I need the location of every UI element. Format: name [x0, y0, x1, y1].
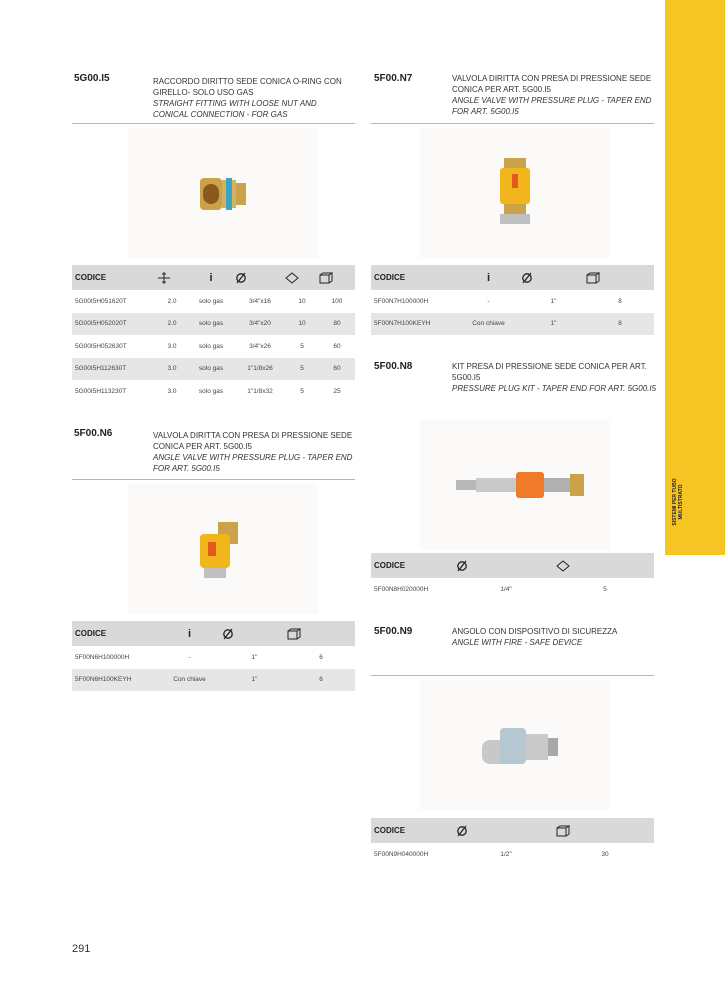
- product-description-5g00i5: RACCORDO DIRITTO SEDE CONICA O-RING CON GIRELLO- SOLO USO GAS STRAIGHT FITTING WITH LOOSE NUT AND CONICAL CONNECTION - FOR GAS: [153, 77, 342, 119]
- diameter-icon: [456, 818, 556, 843]
- product-code-5f00n8: 5F00.N8: [374, 361, 413, 372]
- table-row: 5G00I5H051620T 2.0 solo gas 3/4"x16 10 100: [75, 297, 343, 305]
- diameter-icon: [456, 553, 556, 578]
- product-code-5f00n6: 5F00.N6: [74, 428, 113, 439]
- product-description-5f00n8: KIT PRESA DI PRESSIONE SEDE CONICA PER ART. 5G00.I5 PRESSURE PLUG KIT - TAPER END FOR ART. 5G00.I5: [452, 362, 657, 393]
- product-code-5f00n7: 5F00.N7: [374, 73, 413, 84]
- pack-quantity-icon: [556, 553, 654, 578]
- thickness-icon: [157, 265, 187, 290]
- box-quantity-icon: [586, 265, 654, 290]
- table-5f00n6: [72, 621, 355, 691]
- table-5f00n7: [371, 265, 654, 335]
- table-row: 5G00I5H052630T 3.0 solo gas 3/4"x26 5 60: [75, 342, 341, 350]
- product-photo-5f00n8: [420, 420, 610, 550]
- divider-rule: [371, 675, 654, 676]
- table-row: 5F00N6H100KEYH Con chiave 1" 6: [72, 669, 355, 692]
- table-row: 5G00I5H052020T 2.0 solo gas 3/4"x20 10 80: [72, 313, 355, 336]
- table-row: 5G00I5H112630T 3.0 solo gas 1"1/8x26 5 60: [72, 358, 355, 381]
- page-number: 291: [72, 943, 91, 955]
- table-row: 5F00N8H020000H 1/4" 5: [374, 585, 607, 593]
- box-quantity-icon: [287, 621, 355, 646]
- column-header-code: CODICE: [72, 621, 157, 646]
- box-quantity-icon: [556, 818, 654, 843]
- column-header-code: CODICE: [371, 265, 456, 290]
- info-icon: i: [187, 265, 235, 290]
- table-row: 5F00N7H100KEYH Con chiave 1" 8: [371, 313, 654, 336]
- divider-rule: [371, 123, 654, 124]
- table-row: 5F00N9H040000H 1/2" 30: [374, 850, 609, 858]
- info-icon: i: [456, 265, 521, 290]
- table-5f00n9: [371, 818, 654, 866]
- section-tab-label: SISTEMI PER TUBO MULTISTRATO: [672, 478, 684, 526]
- product-description-5f00n9: ANGOLO CON DISPOSITIVO DI SICUREZZA ANGLE WITH FIRE - SAFE DEVICE: [452, 627, 618, 647]
- diameter-icon: [521, 265, 586, 290]
- product-photo-5f00n9: [420, 680, 610, 810]
- box-quantity-icon: [319, 265, 355, 290]
- product-description-5f00n7: VALVOLA DIRITTA CON PRESA DI PRESSIONE SEDE CONICA PER ART. 5G00.I5 ANGLE VALVE WITH PRESSURE PLUG - TAPER END FOR ART. 5G00.I5: [452, 74, 652, 116]
- product-photo-5f00n7: [420, 128, 610, 258]
- diameter-icon: [235, 265, 285, 290]
- table-row: 5F00N6H100000H - 1" 6: [75, 653, 323, 661]
- column-header-code: CODICE: [371, 818, 456, 843]
- table-row: 5G00I5H113230T 3.0 solo gas 1"1/8x32 5 25: [75, 387, 341, 395]
- pack-quantity-icon: [285, 265, 319, 290]
- table-5g00i5: [72, 265, 355, 403]
- product-code-5g00i5: 5G00.I5: [74, 73, 110, 84]
- info-icon: i: [157, 621, 222, 646]
- divider-rule: [72, 479, 355, 480]
- divider-rule: [72, 123, 355, 124]
- diameter-icon: [222, 621, 287, 646]
- product-photo-5g00i5: [128, 128, 318, 258]
- product-photo-5f00n6: [128, 484, 318, 614]
- column-header-code: CODICE: [371, 553, 456, 578]
- product-code-5f00n9: 5F00.N9: [374, 626, 413, 637]
- table-5f00n8: [371, 553, 654, 601]
- table-row: 5F00N7H100000H - 1" 8: [374, 297, 622, 305]
- product-description-5f00n6: VALVOLA DIRITTA CON PRESA DI PRESSIONE SEDE CONICA PER ART. 5G00.I5 ANGLE VALVE WITH PRESSURE PLUG - TAPER END FOR ART. 5G00.I5: [153, 431, 353, 473]
- column-header-code: CODICE: [72, 265, 157, 290]
